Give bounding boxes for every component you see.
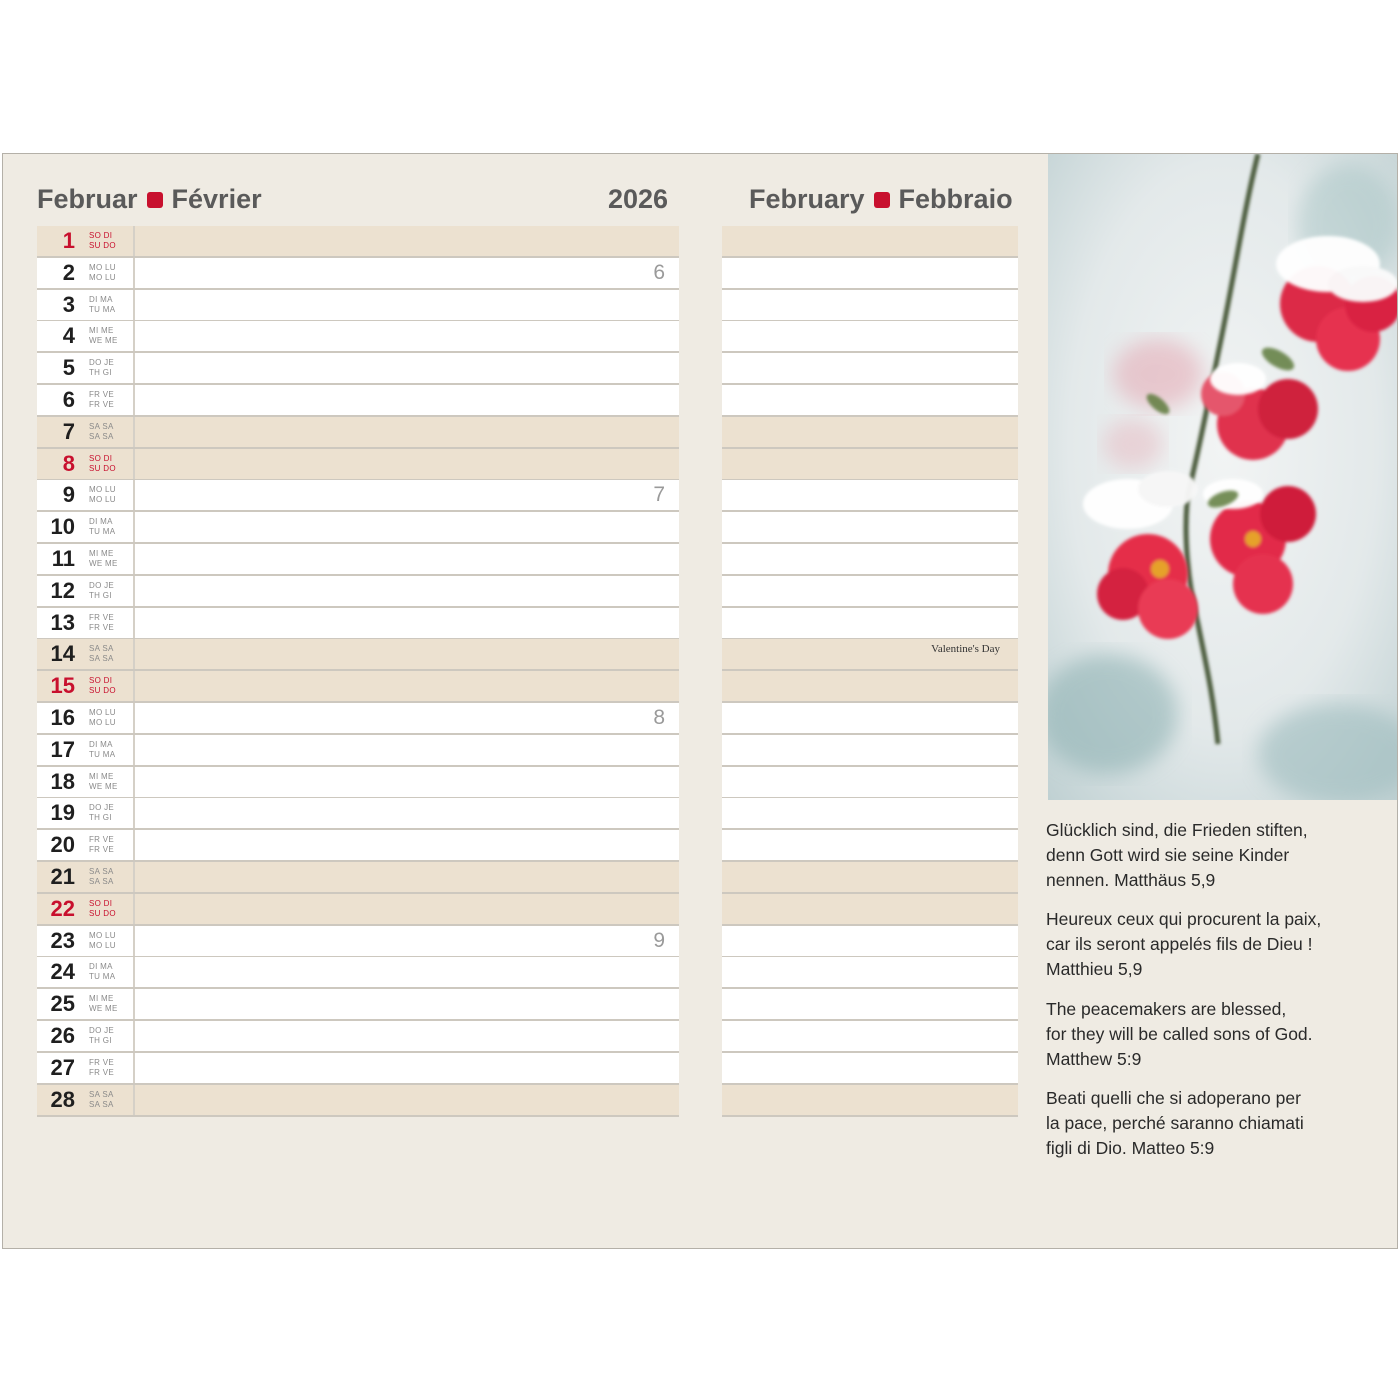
- verse-line: figli di Dio. Matteo 5:9: [1046, 1138, 1215, 1158]
- weekday-abbr-line: MO LU: [89, 263, 116, 272]
- day-number: 5: [62, 355, 75, 380]
- day-row[interactable]: [37, 321, 679, 351]
- column-divider: [133, 544, 135, 574]
- column-divider: [133, 290, 135, 320]
- day-row-notes[interactable]: [722, 449, 1018, 479]
- day-row-notes[interactable]: [722, 1085, 1018, 1115]
- weekday-abbreviations: [89, 644, 125, 664]
- day-row-notes[interactable]: [722, 321, 1018, 351]
- day-row-notes[interactable]: [722, 226, 1018, 256]
- verse-line: Glücklich sind, die Frieden stiften,: [1046, 820, 1308, 840]
- day-row[interactable]: [37, 767, 679, 797]
- day-number: 24: [50, 959, 75, 984]
- column-divider: [133, 417, 135, 447]
- column-divider: [133, 703, 135, 733]
- day-number: 28: [50, 1087, 75, 1112]
- column-divider: [133, 735, 135, 765]
- year-label: 2026: [608, 184, 669, 214]
- weekday-abbr-line: MI ME: [89, 326, 114, 335]
- column-divider: [133, 957, 135, 987]
- column-divider: [133, 576, 135, 606]
- column-divider: [133, 639, 135, 669]
- day-row[interactable]: [37, 639, 679, 669]
- day-row-notes[interactable]: [722, 767, 1018, 797]
- day-number: 16: [50, 705, 75, 730]
- verse-paragraph: [1046, 907, 1376, 982]
- day-row[interactable]: [37, 894, 679, 924]
- week-number: 9: [653, 929, 665, 952]
- weekday-abbreviations: [89, 231, 125, 251]
- weekday-abbreviations: [89, 581, 125, 601]
- weekday-abbr-line: DI MA: [89, 517, 113, 526]
- weekday-abbr-line: MO LU: [89, 941, 116, 950]
- weekday-abbr-line: MO LU: [89, 708, 116, 717]
- column-divider: [133, 1021, 135, 1051]
- weekday-abbr-line: TH GI: [89, 813, 112, 822]
- column-divider: [133, 480, 135, 510]
- weekday-abbr-line: DO JE: [89, 803, 115, 812]
- verse-line: Heureux ceux qui procurent la paix,: [1046, 909, 1322, 929]
- weekday-abbreviations: [89, 358, 125, 378]
- column-divider: [133, 830, 135, 860]
- day-row[interactable]: [37, 608, 679, 638]
- weekday-abbr-line: DI MA: [89, 295, 113, 304]
- column-divider: [133, 385, 135, 415]
- day-number: 22: [50, 896, 75, 921]
- column-divider: [133, 321, 135, 351]
- weekday-abbreviations: [89, 517, 125, 537]
- day-row-notes[interactable]: [722, 544, 1018, 574]
- weekday-abbreviations: [89, 676, 125, 696]
- weekday-abbreviations: [89, 454, 125, 474]
- day-number: 19: [50, 800, 75, 825]
- month-de: Februar: [37, 184, 138, 214]
- day-row[interactable]: [37, 512, 679, 542]
- day-row-notes[interactable]: [722, 957, 1018, 987]
- weekday-abbreviations: [89, 1090, 125, 1110]
- weekday-abbr-line: SU DO: [89, 241, 116, 250]
- month-en: February: [749, 184, 865, 214]
- weekday-abbr-line: SA SA: [89, 654, 114, 663]
- weekday-abbr-line: FR VE: [89, 845, 115, 854]
- weekday-abbr-line: MO LU: [89, 718, 116, 727]
- weekday-abbr-line: MI ME: [89, 549, 114, 558]
- month-header-right: [749, 184, 1013, 215]
- verse-line: for they will be called sons of God.: [1046, 1024, 1313, 1044]
- weekday-abbreviations: [89, 295, 125, 315]
- weekday-abbr-line: WE ME: [89, 559, 118, 568]
- weekday-abbr-line: TU MA: [89, 750, 116, 759]
- day-row-notes[interactable]: [722, 862, 1018, 892]
- weekday-abbreviations: [89, 1026, 125, 1046]
- day-row-notes[interactable]: [722, 353, 1018, 383]
- day-row-notes[interactable]: [722, 608, 1018, 638]
- weekday-abbreviations: [89, 549, 125, 569]
- weekday-abbr-line: DO JE: [89, 1026, 115, 1035]
- day-row-notes[interactable]: [722, 989, 1018, 1019]
- day-row-notes[interactable]: [722, 1053, 1018, 1083]
- verse-paragraph: [1046, 1086, 1376, 1161]
- verse-line: nennen. Matthäus 5,9: [1046, 870, 1216, 890]
- verse-paragraph: [1046, 818, 1376, 893]
- weekday-abbr-line: MI ME: [89, 994, 114, 1003]
- day-number: 7: [62, 419, 75, 444]
- red-square-bullet: [874, 192, 890, 208]
- column-divider: [133, 1053, 135, 1083]
- verse-line: Beati quelli che si adoperano per: [1046, 1088, 1301, 1108]
- day-number: 9: [62, 482, 75, 507]
- weekday-abbreviations: [89, 1058, 125, 1078]
- weekday-abbr-line: SO DI: [89, 454, 113, 463]
- day-number: 13: [50, 610, 75, 635]
- weekday-abbreviations: [89, 708, 125, 728]
- weekday-abbreviations: [89, 931, 125, 951]
- column-divider: [133, 862, 135, 892]
- month-it: Febbraio: [898, 184, 1013, 214]
- day-row-notes[interactable]: [722, 639, 1018, 669]
- day-row-notes[interactable]: [722, 894, 1018, 924]
- day-number: 25: [50, 991, 75, 1016]
- weekday-abbr-line: DO JE: [89, 581, 115, 590]
- verse-line: Matthew 5:9: [1046, 1049, 1142, 1069]
- day-row[interactable]: [37, 1021, 679, 1051]
- column-divider: [133, 671, 135, 701]
- day-row-notes[interactable]: [722, 830, 1018, 860]
- weekday-abbr-line: DI MA: [89, 962, 113, 971]
- weekday-abbr-line: SO DI: [89, 231, 113, 240]
- weekday-abbr-line: SO DI: [89, 676, 113, 685]
- column-divider: [133, 989, 135, 1019]
- weekday-abbreviations: [89, 835, 125, 855]
- weekday-abbr-line: FR VE: [89, 623, 115, 632]
- weekday-abbreviations: [89, 485, 125, 505]
- verse-paragraph: [1046, 997, 1376, 1072]
- weekday-abbreviations: [89, 740, 125, 760]
- verse-line: la pace, perché saranno chiamati: [1046, 1113, 1304, 1133]
- weekday-abbr-line: FR VE: [89, 835, 115, 844]
- holiday-note: Valentine's Day: [931, 643, 1000, 655]
- weekday-abbr-line: TH GI: [89, 591, 112, 600]
- day-row[interactable]: [37, 671, 679, 701]
- day-number: 10: [50, 514, 75, 539]
- column-divider: [133, 226, 135, 256]
- day-row-notes[interactable]: [722, 480, 1018, 510]
- weekday-abbr-line: SA SA: [89, 1090, 114, 1099]
- weekday-abbr-line: WE ME: [89, 1004, 118, 1013]
- column-divider: [133, 608, 135, 638]
- weekday-abbr-line: SA SA: [89, 877, 114, 886]
- day-number: 27: [50, 1055, 75, 1080]
- row-divider: [37, 1115, 679, 1117]
- weekday-abbreviations: [89, 422, 125, 442]
- weekday-abbr-line: TU MA: [89, 527, 116, 536]
- weekday-abbr-line: SA SA: [89, 432, 114, 441]
- day-number: 14: [50, 641, 75, 666]
- weekday-abbr-line: SA SA: [89, 867, 114, 876]
- day-number: 18: [50, 769, 75, 794]
- weekday-abbr-line: SA SA: [89, 1100, 114, 1109]
- day-number: 11: [51, 546, 75, 571]
- weekday-abbreviations: [89, 613, 125, 633]
- column-divider: [133, 767, 135, 797]
- day-row[interactable]: [37, 226, 679, 256]
- weekday-abbreviations: [89, 803, 125, 823]
- day-row[interactable]: [37, 926, 679, 956]
- weekday-abbr-line: DO JE: [89, 358, 115, 367]
- weekday-abbr-line: MI ME: [89, 772, 114, 781]
- day-number: 6: [62, 387, 75, 412]
- day-row[interactable]: [37, 417, 679, 447]
- column-divider: [133, 926, 135, 956]
- red-square-bullet: [147, 192, 163, 208]
- weekday-abbr-line: FR VE: [89, 1058, 115, 1067]
- day-row[interactable]: [37, 989, 679, 1019]
- day-row[interactable]: [37, 830, 679, 860]
- weekday-abbr-line: SU DO: [89, 909, 116, 918]
- weekday-abbr-line: FR VE: [89, 1068, 115, 1077]
- verse-line: The peacemakers are blessed,: [1046, 999, 1287, 1019]
- day-row[interactable]: [37, 735, 679, 765]
- weekday-abbr-line: TH GI: [89, 368, 112, 377]
- weekday-abbr-line: FR VE: [89, 390, 115, 399]
- day-number: 3: [62, 292, 75, 317]
- day-row[interactable]: [37, 862, 679, 892]
- day-row-notes[interactable]: [722, 1021, 1018, 1051]
- weekday-abbreviations: [89, 326, 125, 346]
- day-row[interactable]: [37, 353, 679, 383]
- day-row[interactable]: [37, 576, 679, 606]
- day-row[interactable]: [37, 480, 679, 510]
- day-number: 2: [62, 260, 75, 285]
- weekday-abbr-line: TH GI: [89, 1036, 112, 1045]
- day-number: 4: [62, 323, 75, 348]
- weekday-abbr-line: FR VE: [89, 400, 115, 409]
- weekday-abbr-line: SA SA: [89, 644, 114, 653]
- week-number: 6: [653, 261, 665, 284]
- day-number: 17: [50, 737, 75, 762]
- column-divider: [133, 894, 135, 924]
- weekday-abbr-line: WE ME: [89, 336, 118, 345]
- day-number: 26: [50, 1023, 75, 1048]
- day-row-notes[interactable]: [722, 417, 1018, 447]
- calendar-page: [2, 153, 1398, 1249]
- weekday-abbreviations: [89, 772, 125, 792]
- weekday-abbreviations: [89, 994, 125, 1014]
- weekday-abbr-line: SA SA: [89, 422, 114, 431]
- day-row-notes[interactable]: [722, 926, 1018, 956]
- weekday-abbr-line: FR VE: [89, 613, 115, 622]
- day-row[interactable]: [37, 798, 679, 828]
- day-number: 21: [50, 864, 75, 889]
- day-row[interactable]: [37, 544, 679, 574]
- weekday-abbreviations: [89, 867, 125, 887]
- month-fr: Février: [171, 184, 262, 214]
- day-row[interactable]: [37, 449, 679, 479]
- weekday-abbreviations: [89, 263, 125, 283]
- verse-line: car ils seront appelés fils de Dieu !: [1046, 934, 1313, 954]
- day-number: 1: [62, 228, 75, 253]
- weekday-abbr-line: MO LU: [89, 495, 116, 504]
- day-row[interactable]: [37, 1053, 679, 1083]
- day-row-notes[interactable]: [722, 576, 1018, 606]
- column-divider: [133, 512, 135, 542]
- weekday-abbr-line: MO LU: [89, 485, 116, 494]
- day-row-notes[interactable]: [722, 512, 1018, 542]
- weekday-abbreviations: [89, 390, 125, 410]
- day-row[interactable]: [37, 385, 679, 415]
- day-row-notes[interactable]: [722, 385, 1018, 415]
- weekday-abbr-line: DI MA: [89, 740, 113, 749]
- day-row-notes[interactable]: [722, 703, 1018, 733]
- column-divider: [133, 353, 135, 383]
- weekday-abbr-line: TU MA: [89, 972, 116, 981]
- weekday-abbr-line: TU MA: [89, 305, 116, 314]
- day-row-notes[interactable]: [722, 798, 1018, 828]
- flower-photo: [1048, 154, 1398, 800]
- day-number: 15: [50, 673, 75, 698]
- day-row-notes[interactable]: [722, 258, 1018, 288]
- weekday-abbreviations: [89, 962, 125, 982]
- weekday-abbr-line: SU DO: [89, 686, 116, 695]
- weekday-abbr-line: SU DO: [89, 464, 116, 473]
- weekday-abbr-line: MO LU: [89, 931, 116, 940]
- day-number: 8: [62, 451, 75, 476]
- verse-line: Matthieu 5,9: [1046, 959, 1143, 979]
- quince-blossom-image: [1048, 154, 1398, 800]
- verse-line: denn Gott wird sie seine Kinder: [1046, 845, 1290, 865]
- week-number: 8: [653, 706, 665, 729]
- day-row-notes[interactable]: [722, 735, 1018, 765]
- day-row[interactable]: [37, 258, 679, 288]
- day-row[interactable]: [37, 290, 679, 320]
- day-number: 23: [50, 928, 75, 953]
- row-divider: [722, 1115, 1018, 1117]
- day-row[interactable]: [37, 703, 679, 733]
- weekday-abbr-line: SO DI: [89, 899, 113, 908]
- day-row[interactable]: [37, 1085, 679, 1115]
- week-number: 7: [653, 483, 665, 506]
- weekday-abbr-line: WE ME: [89, 782, 118, 791]
- weekday-abbreviations: [89, 899, 125, 919]
- day-row-notes[interactable]: [722, 290, 1018, 320]
- column-divider: [133, 798, 135, 828]
- day-row-notes[interactable]: [722, 671, 1018, 701]
- day-number: 12: [50, 578, 75, 603]
- column-divider: [133, 1085, 135, 1115]
- weekday-abbr-line: MO LU: [89, 273, 116, 282]
- day-number: 20: [50, 832, 75, 857]
- month-header-left: [37, 184, 262, 215]
- day-row[interactable]: [37, 957, 679, 987]
- column-divider: [133, 258, 135, 288]
- column-divider: [133, 449, 135, 479]
